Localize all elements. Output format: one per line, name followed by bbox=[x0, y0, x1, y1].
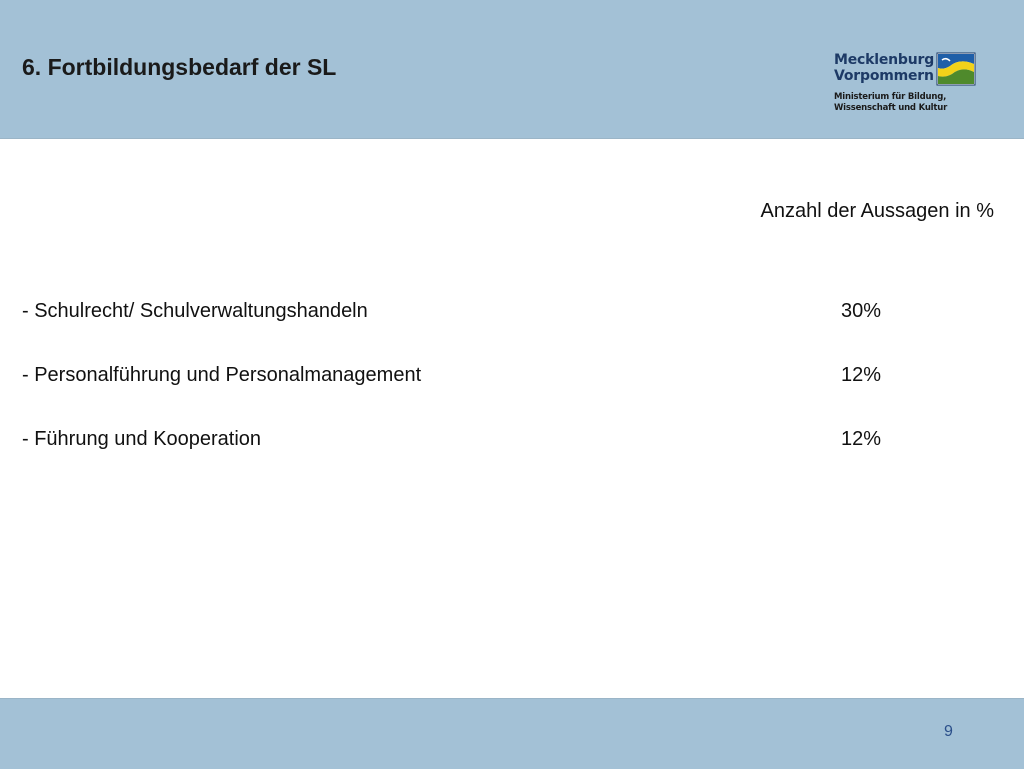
list-item-value: 30% bbox=[841, 300, 882, 322]
list-item-value: 12% bbox=[841, 428, 882, 450]
logo-text-ministry: Ministerium für Bildung, bbox=[834, 92, 947, 102]
logo-text-mecklenburg: Mecklenburg bbox=[834, 52, 935, 68]
list-item bbox=[22, 300, 922, 328]
list-item-label: - Personalführung und Personalmanagement bbox=[22, 364, 422, 386]
logo-text-vorpommern: Vorpommern bbox=[834, 68, 934, 84]
page-number: 9 bbox=[944, 723, 953, 740]
slide-title: 6. Fortbildungsbedarf der SL bbox=[22, 54, 337, 80]
list-item-label: - Schulrecht/ Schulverwaltungshandeln bbox=[22, 300, 368, 322]
list-item-value: 12% bbox=[841, 364, 882, 386]
list-item-label: - Führung und Kooperation bbox=[22, 428, 262, 450]
footer-band bbox=[0, 698, 1024, 769]
list-item bbox=[22, 364, 922, 392]
list-item bbox=[22, 428, 922, 456]
column-header: Anzahl der Aussagen in % bbox=[760, 200, 994, 222]
state-flag-emblem-icon bbox=[936, 52, 976, 86]
header-band bbox=[0, 0, 1024, 139]
logo-text-department: Wissenschaft und Kultur bbox=[834, 103, 948, 113]
ministry-logo bbox=[834, 50, 1004, 120]
